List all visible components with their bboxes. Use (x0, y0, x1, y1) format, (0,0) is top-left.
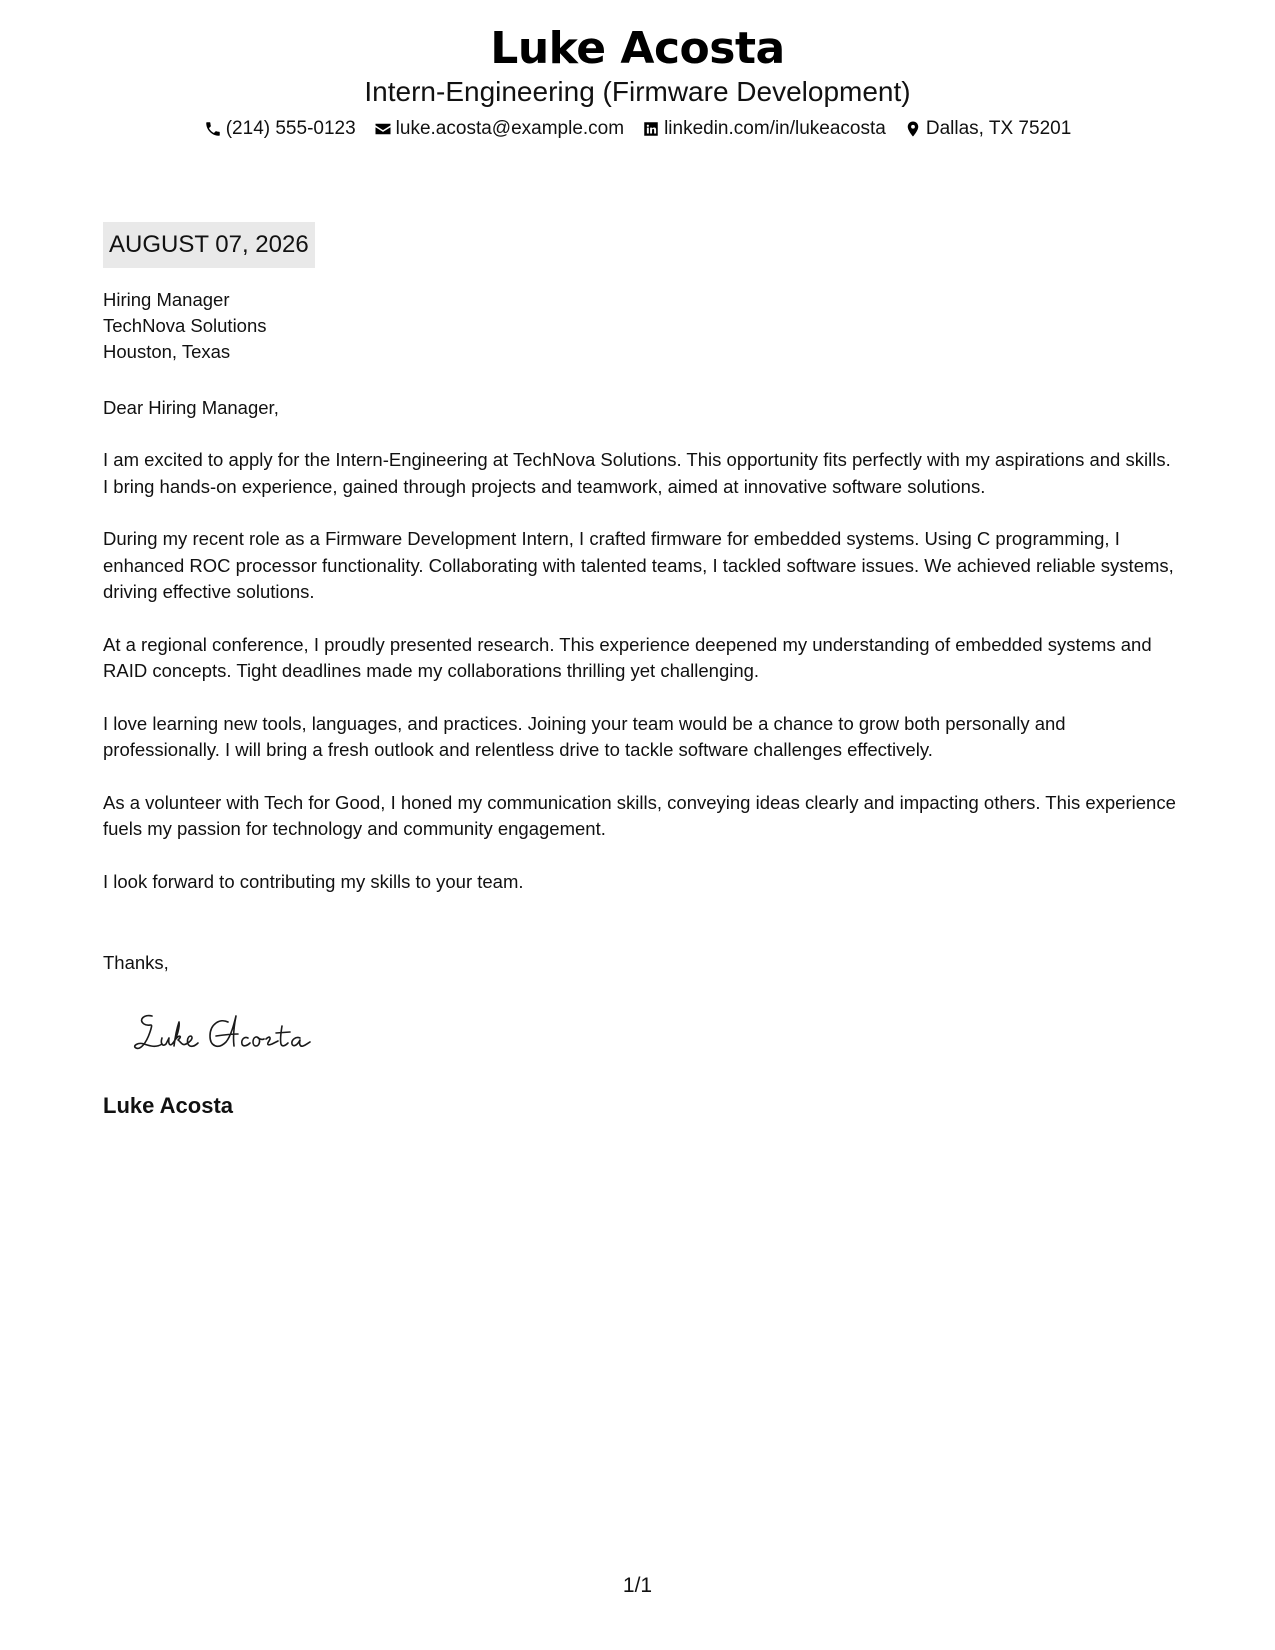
body-paragraph: I love learning new tools, languages, and practices. Joining your team would be a chance to grow both personally and professionally. I will bring a fresh outlook and relentless drive to tackle software challenges effectively. (103, 712, 1066, 760)
salutation: Dear Hiring Manager, (103, 397, 279, 418)
linkedin-text[interactable]: linkedin.com/in/lukeacosta (664, 118, 886, 139)
body-paragraph: During my recent role as a Firmware Development Intern, I crafted firmware for embedded systems. Using C programming, I enhanced ROC processor functionality. Collaborating with talented teams, I tackled software issues. We achieved reliable systems, driving effective solutions. (103, 528, 1174, 602)
body-paragraph: At a regional conference, I proudly presented research. This experience deepened my understanding of embedded systems and RAID concepts. Tight deadlines made my collaborations thrilling yet challenging. (103, 633, 1152, 681)
body-paragraph: I am excited to apply for the Intern-Engineering at TechNova Solutions. This opportunity fits perfectly with my aspirations and skills. I bring hands-on experience, gained through projects and teamwork, aimed at innovative software solutions. (103, 449, 1171, 497)
letter-date: AUGUST 07, 2026 (103, 222, 315, 268)
recipient-company: TechNova Solutions (103, 315, 267, 336)
phone-text: (214) 555-0123 (225, 118, 356, 139)
envelope-icon (374, 120, 392, 138)
body-paragraph: I look forward to contributing my skills to your team. (103, 870, 524, 892)
recipient-block (103, 287, 267, 365)
body-paragraph: As a volunteer with Tech for Good, I honed my communication skills, conveying ideas clearly and impacting others. This experience fuels my passion for technology and community engagement. (103, 791, 1176, 839)
contact-phone (204, 116, 356, 142)
closing: Thanks, (103, 952, 169, 973)
job-title: Intern-Engineering (Firmware Development) (364, 76, 911, 107)
letter-body (103, 447, 1178, 921)
recipient-title: Hiring Manager (103, 289, 230, 310)
linkedin-icon (642, 120, 660, 138)
handwritten-signature (130, 1002, 340, 1062)
contact-info (0, 116, 1275, 142)
recipient-location: Houston, Texas (103, 341, 231, 362)
location-text: Dallas, TX 75201 (925, 118, 1072, 139)
map-pin-icon (904, 120, 922, 138)
applicant-name: Luke Acosta (490, 23, 785, 74)
contact-email[interactable] (374, 116, 624, 142)
phone-icon (204, 120, 222, 138)
signer-name: Luke Acosta (103, 1093, 234, 1118)
page-number: 1/1 (622, 1574, 653, 1597)
email-text[interactable]: luke.acosta@example.com (395, 118, 625, 139)
contact-linkedin[interactable] (642, 116, 886, 142)
letter-header (0, 22, 1275, 142)
contact-location (904, 116, 1071, 142)
